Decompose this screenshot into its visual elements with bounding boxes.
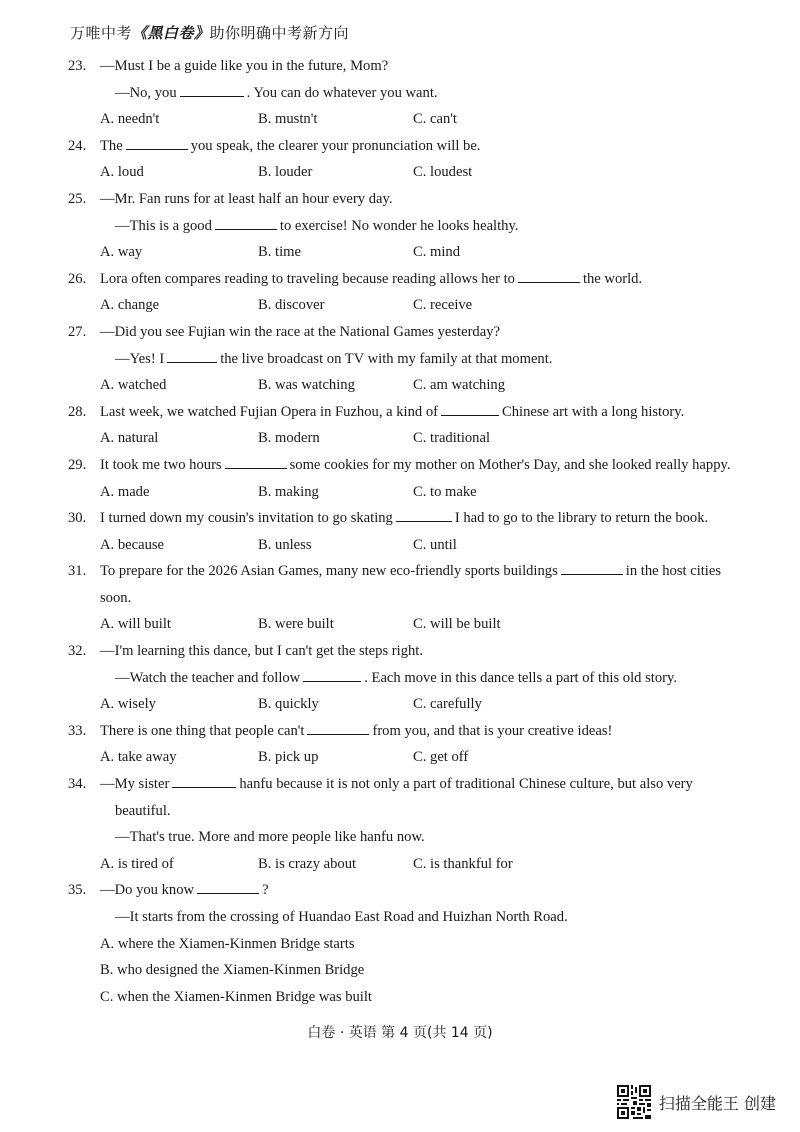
- text-segment: —Watch the teacher and follow: [115, 669, 301, 686]
- question-line: [68, 186, 788, 213]
- question-text: [115, 904, 568, 930]
- question-line: [68, 213, 788, 240]
- text-segment: . Each move in this dance tells a part of this old story.: [364, 669, 677, 686]
- question-line: [68, 665, 788, 692]
- text-segment: —My sister: [100, 776, 170, 793]
- answer-option[interactable]: B. quickly: [258, 696, 319, 713]
- header-suffix: 助你明确中考新方向: [209, 24, 350, 42]
- answer-option[interactable]: C. until: [413, 536, 457, 553]
- answer-blank[interactable]: [396, 505, 452, 522]
- question-text: [100, 266, 642, 292]
- question-text: [100, 399, 684, 425]
- question-text: [115, 213, 518, 239]
- question-number: 25.: [68, 190, 87, 207]
- option-row: [68, 957, 788, 984]
- text-segment: —Mr. Fan runs for at least half an hour every day.: [100, 190, 393, 207]
- header-prefix: 万唯中考: [70, 24, 133, 42]
- header-brand: 《黑白卷》: [132, 24, 210, 42]
- answer-option[interactable]: A. needn't: [100, 111, 160, 128]
- question-line: [68, 80, 788, 107]
- question-number: 28.: [68, 403, 87, 420]
- text-segment: hanfu because it is not only a part of traditional Chinese culture, but also very: [239, 776, 693, 793]
- answer-option[interactable]: B. was watching: [258, 377, 355, 394]
- option-row: [68, 931, 788, 958]
- text-segment: —Do you know: [100, 882, 195, 899]
- answer-option[interactable]: B. modern: [258, 430, 320, 447]
- answer-option[interactable]: A. natural: [100, 430, 159, 447]
- answer-option[interactable]: B. making: [258, 483, 319, 500]
- answer-option[interactable]: A. change: [100, 297, 160, 314]
- question-line: [68, 877, 788, 904]
- text-segment: the world.: [582, 270, 643, 287]
- question-number: 30.: [68, 510, 87, 527]
- option-row: [68, 744, 788, 771]
- answer-option[interactable]: A. wisely: [100, 696, 156, 713]
- question-number: 24.: [68, 137, 87, 154]
- text-segment: you speak, the clearer your pronunciation will be.: [190, 137, 481, 154]
- question-number: 29.: [68, 456, 87, 473]
- question-text: [100, 558, 721, 584]
- text-segment: in the host cities: [625, 563, 722, 580]
- option-row: [68, 691, 788, 718]
- option-row: [68, 479, 788, 506]
- option-row: [68, 425, 788, 452]
- answer-option[interactable]: B. unless: [258, 536, 312, 553]
- text-segment: The: [100, 137, 123, 154]
- answer-option[interactable]: C. traditional: [413, 430, 491, 447]
- question-text: [115, 346, 552, 372]
- question-line: [68, 558, 788, 585]
- text-segment: —It starts from the crossing of Huandao East Road and Huizhan North Road.: [115, 909, 568, 925]
- question-text: [115, 80, 438, 106]
- scanner-watermark: [617, 1087, 776, 1117]
- question-number: 35.: [68, 882, 87, 899]
- answer-option[interactable]: A. where the Xiamen-Kinmen Bridge starts: [100, 935, 355, 952]
- question-line: [68, 638, 788, 665]
- option-row: [68, 984, 788, 1011]
- answer-blank[interactable]: [518, 266, 580, 283]
- question-text: [100, 585, 131, 611]
- answer-blank[interactable]: [441, 399, 499, 416]
- question-line: [68, 798, 788, 825]
- question-number: 23.: [68, 58, 87, 74]
- question-number: 33.: [68, 722, 87, 739]
- answer-option[interactable]: B. mustn't: [258, 111, 318, 128]
- answer-blank[interactable]: [303, 665, 361, 682]
- text-segment: —Did you see Fujian win the race at the National Games yesterday?: [100, 323, 500, 340]
- answer-option[interactable]: A. because: [100, 536, 165, 553]
- answer-blank[interactable]: [561, 558, 623, 575]
- answer-blank[interactable]: [167, 346, 217, 363]
- answer-blank[interactable]: [197, 877, 259, 894]
- question-number: 27.: [68, 323, 87, 340]
- text-segment: Last week, we watched Fujian Opera in Fuzhou, a kind of: [100, 403, 438, 420]
- question-text: [100, 771, 693, 797]
- question-text: [115, 824, 425, 850]
- qr-code-icon: [617, 1085, 651, 1119]
- question-line: [68, 53, 788, 80]
- option-row: [68, 239, 788, 266]
- question-line: [68, 771, 788, 798]
- option-row: [68, 851, 788, 878]
- answer-option[interactable]: B. pick up: [258, 749, 319, 766]
- text-segment: beautiful.: [115, 802, 171, 819]
- text-segment: There is one thing that people can't: [100, 722, 305, 739]
- answer-option[interactable]: A. take away: [100, 749, 177, 766]
- question-text: [100, 319, 500, 345]
- answer-option[interactable]: C. will be built: [413, 616, 501, 633]
- answer-option[interactable]: C. receive: [413, 297, 473, 314]
- answer-option[interactable]: A. loud: [100, 164, 144, 181]
- text-segment: the live broadcast on TV with my family at that moment.: [220, 350, 553, 367]
- answer-option[interactable]: B. were built: [258, 616, 334, 633]
- answer-option[interactable]: C. mind: [413, 244, 461, 261]
- text-segment: to exercise! No wonder he looks healthy.: [279, 217, 519, 234]
- text-segment: some cookies for my mother on Mother's Day, and she looked really happy.: [289, 456, 731, 473]
- text-segment: soon.: [100, 589, 132, 606]
- question-number: 31.: [68, 563, 87, 580]
- answer-option[interactable]: C. can't: [413, 111, 457, 128]
- question-text: [115, 798, 171, 824]
- option-row: [68, 532, 788, 559]
- answer-option[interactable]: A. watched: [100, 377, 167, 394]
- question-line: [68, 718, 788, 745]
- question-line: [68, 399, 788, 426]
- text-segment: I had to go to the library to return the book.: [454, 510, 709, 527]
- answer-option[interactable]: A. is tired of: [100, 855, 174, 872]
- question-text: [100, 718, 612, 744]
- answer-option[interactable]: C. loudest: [413, 164, 473, 181]
- question-text: [100, 53, 388, 79]
- answer-option[interactable]: C. is thankful for: [413, 855, 513, 872]
- text-segment: I turned down my cousin's invitation to go skating: [100, 510, 393, 527]
- answer-option[interactable]: B. is crazy about: [258, 855, 357, 872]
- question-text: [100, 133, 480, 159]
- question-text: [100, 638, 423, 664]
- text-segment: —I'm learning this dance, but I can't get the steps right.: [100, 643, 423, 660]
- option-row: [68, 106, 788, 133]
- answer-blank[interactable]: [225, 452, 287, 469]
- question-number: 26.: [68, 270, 87, 287]
- page-header: [70, 22, 349, 43]
- answer-option[interactable]: C. to make: [413, 483, 477, 500]
- question-text: [100, 505, 708, 531]
- answer-blank[interactable]: [307, 718, 369, 735]
- text-segment: . You can do whatever you want.: [246, 84, 438, 101]
- answer-option[interactable]: B. discover: [258, 297, 325, 314]
- option-row: [68, 292, 788, 319]
- answer-option[interactable]: C. when the Xiamen-Kinmen Bridge was built: [100, 988, 372, 1005]
- question-text: [115, 665, 677, 691]
- text-segment: Chinese art with a long history.: [502, 403, 685, 420]
- text-segment: It took me two hours: [100, 456, 222, 473]
- question-text: [100, 877, 269, 903]
- text-segment: Lora often compares reading to traveling because reading allows her to: [100, 270, 515, 287]
- answer-option[interactable]: C. am watching: [413, 377, 506, 394]
- answer-blank[interactable]: [215, 213, 277, 230]
- answer-option[interactable]: B. who designed the Xiamen-Kinmen Bridge: [100, 962, 365, 979]
- answer-option[interactable]: B. time: [258, 244, 301, 261]
- answer-blank[interactable]: [180, 80, 244, 97]
- watermark-text: 扫描全能王 创建: [658, 1093, 776, 1113]
- answer-option[interactable]: A. way: [100, 244, 143, 261]
- question-number: 34.: [68, 776, 87, 793]
- answer-option[interactable]: A. made: [100, 483, 150, 500]
- question-text: [100, 452, 731, 478]
- answer-blank[interactable]: [172, 771, 236, 788]
- question-line: [68, 133, 788, 160]
- answer-option[interactable]: C. get off: [413, 749, 469, 766]
- question-line: [68, 585, 788, 612]
- question-line: [68, 346, 788, 373]
- text-segment: —Must I be a guide like you in the future, Mom?: [100, 58, 389, 74]
- option-row: [68, 159, 788, 186]
- page-footer: 白卷 · 英语 第 4 页(共 14 页): [307, 1025, 493, 1041]
- text-segment: from you, and that is your creative ideas!: [372, 722, 613, 739]
- question-text: [100, 186, 392, 212]
- option-row: [68, 611, 788, 638]
- answer-option[interactable]: B. louder: [258, 164, 313, 181]
- question-line: [68, 266, 788, 293]
- answer-option[interactable]: A. will built: [100, 616, 171, 633]
- text-segment: —This is a good: [115, 217, 212, 234]
- text-segment: To prepare for the 2026 Asian Games, many new eco-friendly sports buildings: [100, 563, 558, 580]
- text-segment: ?: [262, 882, 269, 899]
- answer-option[interactable]: C. carefully: [413, 696, 482, 713]
- text-segment: —Yes! I: [115, 350, 165, 367]
- question-line: [68, 452, 788, 479]
- answer-blank[interactable]: [126, 133, 188, 150]
- question-list: [68, 53, 788, 1010]
- question-line: [68, 824, 788, 851]
- question-line: [68, 904, 788, 931]
- text-segment: —No, you: [115, 84, 177, 101]
- question-line: [68, 319, 788, 346]
- option-row: [68, 372, 788, 399]
- text-segment: —That's true. More and more people like hanfu now.: [115, 829, 425, 846]
- question-number: 32.: [68, 643, 87, 660]
- question-line: [68, 505, 788, 532]
